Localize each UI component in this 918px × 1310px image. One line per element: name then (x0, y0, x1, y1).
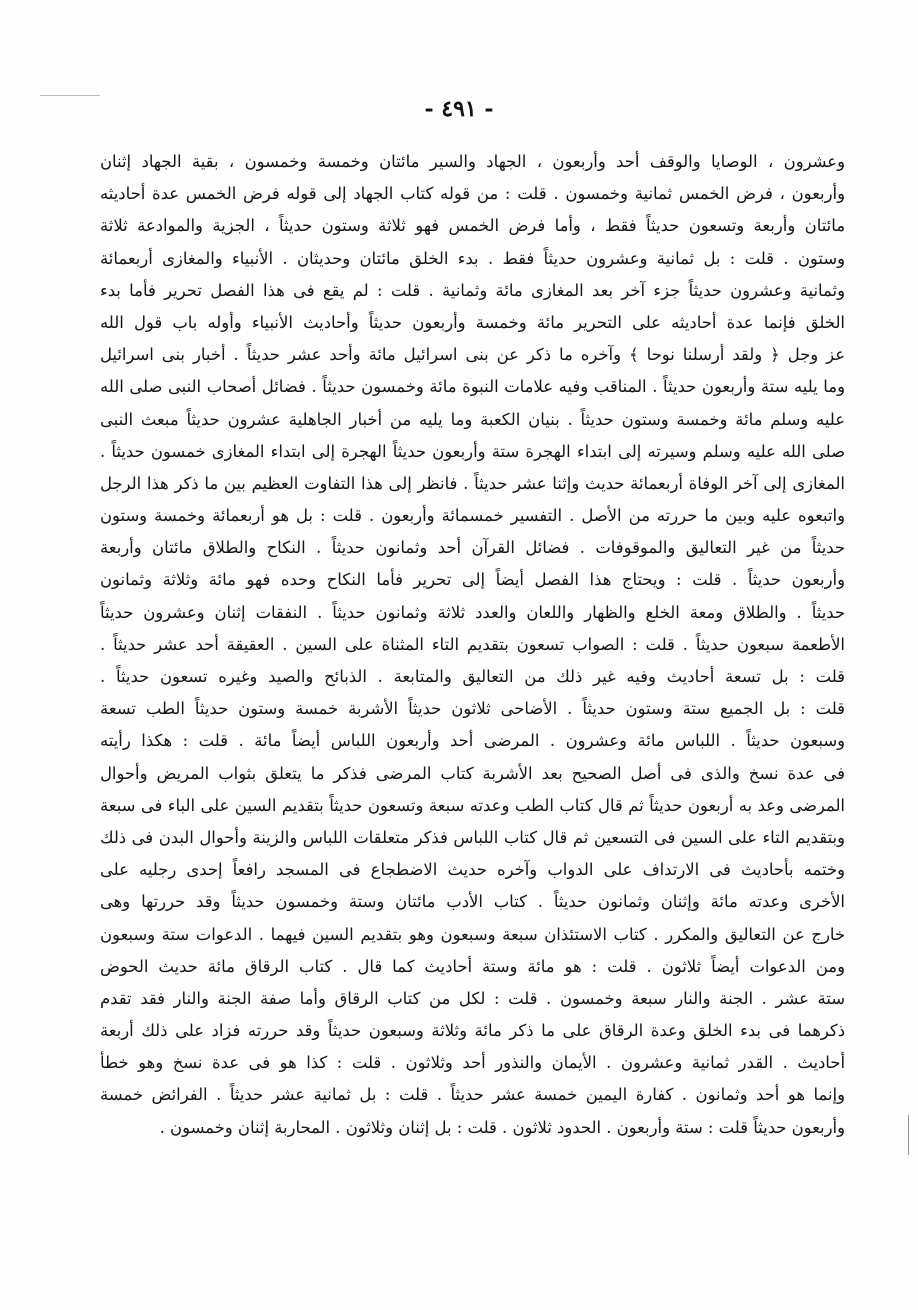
text-line: وعشرون ، الوصايا والوقف أحد وأربعون ، الجهاد والسير مائتان وخمسة وخمسون ، بقية الجهاد إثنان (100, 152, 845, 171)
body-text (100, 146, 845, 1144)
text-line: عليه وسلم مائة وخمسة وستون حديثاً . بنيان الكعبة وما يليه من أخبار الجاهلية عشرون حديثاً مبعث النبى (100, 409, 845, 429)
text-line: الخلق فإنما عدة أحاديثه على التحرير مائة وخمسة وأربعون حديثاً وأحاديث الأنبياء وأوله باب قول الله (100, 312, 845, 332)
text-line: وبتقديم التاء على السين فى التسعين ثم قال كتاب اللباس فذكر متعلقات اللباس والزينة وأحوال البدن فى ذلك (100, 827, 845, 847)
text-line: وما يليه ستة وأربعون حديثاً . المناقب وفيه علامات النبوة مائة وخمسون حديثاً . فضائل أصحاب النبى صلى الله (100, 377, 845, 397)
text-line: المرضى وعد به أربعون حديثاً ثم قال كتاب الطب وعدته سبعة وتسعون حديثاً بتقديم السين على الباء فى سبعة (100, 795, 845, 815)
text-line: قلت : بل الجميع ستة وستون حديثاً . الأضاحى ثلاثون حديثاً الأشربة خمسة وستون حديثاً الطب تسعة (100, 699, 845, 719)
text-line: وثمانية وعشرون حديثاً جزء آخر بعد المغازى مائة وثمانية . قلت : لم يقع فى هذا الفصل تحرير فأما بدء (100, 280, 845, 300)
text-line: حديثاً من غير التعاليق والموقوفات . فضائل القرآن أحد وثمانون حديثاً . النكاح والطلاق مائتان وأربعة (100, 538, 845, 558)
text-line: مائتان وأربعة وتسعون حديثاً فقط ، وأما فرض الخمس فهو ثلاثة وستون حديثاً ، الجزية والموادعة ثلاثة (100, 216, 845, 236)
scan-artifact-mark (908, 1115, 909, 1155)
text-line: وسبعون حديثاً . اللباس مائة وعشرون . المرضى أحد وأربعون اللباس أيضاً مائة . قلت : هكذا رأيته (100, 731, 845, 751)
text-line: أحاديث . القدر ثمانية وعشرون . الأيمان والنذور أحد وثلاثون . قلت : كذا هو فى عدة نسخ وهو خطأ (100, 1053, 845, 1073)
text-line: وإنما هو أحد وثمانون . كفارة اليمين خمسة عشر حديثاً . قلت : بل ثمانية عشر حديثاً . الفرائض خمسة (100, 1085, 845, 1105)
text-line: وأربعون ، فرض الخمس ثمانية وخمسون . قلت : من قوله كتاب الجهاد إلى قوله فرض الخمس عدة أحاديثه (100, 184, 845, 204)
text-line: واتبعوه عليه وبين ما حررته من الأصل . التفسير خمسمائة وأربعون . قلت : بل هو أربعمائة وخمسة وستون (100, 506, 845, 526)
text-line: حديثاً . والطلاق ومعة الخلع والظهار واللعان والعدد ثلاثة وثمانون حديثاً . النفقات إثنان وعشرون حديثاً (100, 602, 845, 622)
text-line: وأربعون حديثاً قلت : ستة وأربعون . الحدود ثلاثون . قلت : بل إثنان وثلاثون . المحاربة إثنان وخمسون . (159, 1117, 845, 1137)
text-line: ذكرهما فى بدء الخلق وعدة الرقاق على ما ذكر مائة وثلاثة وسبعون حديثاً وقد حررته فزاد على ذلك أربعة (100, 1021, 845, 1041)
page-number: - ٤٩١ - (424, 96, 494, 122)
text-line: وأربعون حديثاً . قلت : ويحتاج هذا الفصل أيضاً إلى تحرير فأما النكاح وحده فهو مائة وثلاثة وثمانون (100, 570, 845, 590)
text-line: وستون . قلت : بل ثمانية وعشرون حديثاً فقط . بدء الخلق مائتان وحديثان . الأنبياء والمغازى أربعمائة (100, 248, 845, 268)
text-line: وختمه بأحاديث فى الارتداف على الدواب وآخره حديث الاضطجاع فى المسجد رافعاً إحدى رجليه على (100, 860, 845, 880)
text-line: قلت : بل تسعة أحاديث وفيه غير ذلك من التعاليق والمتابعة . الذبائح والصيد وغيره تسعون حديثاً . (100, 667, 845, 686)
text-line: ومن الدعوات أيضاً ثلاثون . قلت : هو مائة وستة أحاديث كما قال . كتاب الرقاق مائة حديث الحوض (100, 956, 845, 976)
text-line: المغازى إلى آخر الوفاة أربعمائة حديث وإثنا عشر حديثاً . فانظر إلى هذا التفاوت العظيم بين ما ذكر هذا الرجل (100, 473, 845, 493)
text-line: خارج عن التعاليق والمكرر . كتاب الاستئذان سبعة وسبعون وهو بتقديم السين فيهما . الدعوات ستة وسبعون (100, 924, 845, 944)
text-line: عز وجل ﴿ ولقد أرسلنا نوحا ﴾ وآخره ما ذكر عن بنى اسرائيل مائة وأحد عشر حديثاً . أخبار بنى اسرائيل (100, 345, 845, 365)
text-line: صلى الله عليه وسلم وسيرته إلى ابتداء الهجرة ستة وأربعون حديثاً الهجرة إلى ابتداء المغازى خمسون حديثاً . (100, 441, 845, 461)
text-line: الأطعمة سبعون حديثاً . قلت : الصواب تسعون بتقديم التاء المثناة على السين . العقيقة أحد عشر حديثاً . (100, 634, 845, 654)
text-line: الأخرى وعدته مائة وإثنان وثمانون حديثاً . كتاب الأدب مائتان وستة وخمسون حديثاً وقد حررتها وهى (100, 892, 845, 912)
text-line: فى عدة نسخ والذى فى أصل الصحيح بعد الأشربة كتاب المرضى فذكر ما يتعلق بثواب المريض وأحوال (100, 763, 845, 783)
text-line: ستة عشر . الجنة والنار سبعة وخمسون . قلت : لكل من كتاب الرقاق وأما صفة الجنة والنار فقد تقدم (100, 988, 845, 1008)
